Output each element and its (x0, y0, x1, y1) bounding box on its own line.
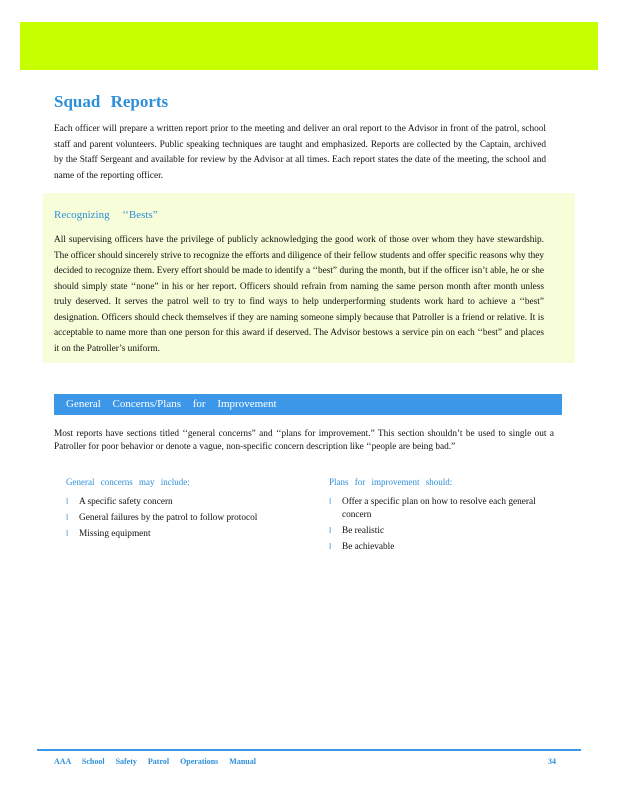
concerns-list-heading: General concerns may include: (66, 477, 190, 487)
recognizing-bests-paragraph: All supervising officers have the privilege of publicly acknowledging the good work of those over whom they have stewardship. The officer should sincerely strive to recognize the efforts and diligence of their fellow students and offer specific reasons why they decided to recognize them. Every effort should be made to identify a ‘‘best” during the month, but if the officer isn’t able, he or she should simply state ‘‘none” in his or her report. Officers should refrain from naming the same person month after month unless truly deserved. It serves the patrol well to try to find ways to help underperforming students work hard to achieve a ‘‘best” designation. Officers should check themselves if they are naming someone simply because that Patroller is a friend or relative. It is acceptable to name more than one person for this award if deserved. The Advisor bestows a service pin on each ‘‘best” and places it on the Patroller’s uniform. (54, 235, 544, 354)
plans-list (329, 496, 539, 557)
footer-divider (37, 749, 581, 751)
list-item: l Offer a specific plan on how to resolve each general concern (329, 497, 536, 520)
bullet-icon: l (66, 529, 69, 538)
squad-reports-heading: Squad Reports (54, 92, 169, 111)
plans-list-heading: Plans for improvement should: (329, 477, 453, 487)
bullet-icon: l (66, 513, 69, 522)
list-item: l A specific safety concern (66, 497, 173, 507)
list-item: l Be realistic (329, 525, 385, 536)
concerns-list (66, 496, 306, 544)
bullet-icon: l (329, 541, 332, 551)
general-concerns-paragraph: Most reports have sections titled ‘‘general concerns” and ‘‘plans for improvement.” This section shouldn’t be used to single out a Patroller for poor behavior or denote a vague, non-specific concern description like ‘‘people are being bad.” (54, 429, 554, 452)
general-concerns-heading: General Concerns/Plans for Improvement (66, 398, 277, 410)
top-color-band (20, 22, 598, 70)
list-item: l General failures by the patrol to follow protocol (66, 513, 258, 523)
footer-manual-title: AAA School Safety Patrol Operations Manual (54, 757, 256, 766)
bullet-icon: l (66, 497, 69, 506)
bullet-icon: l (329, 525, 332, 535)
list-item: l Be achievable (329, 541, 395, 552)
bullet-icon: l (329, 497, 332, 506)
list-item: l Missing equipment (66, 529, 151, 539)
recognizing-bests-heading: Recognizing ‘‘Bests” (54, 209, 158, 221)
page-number: 34 (548, 757, 556, 766)
squad-reports-paragraph: Each officer will prepare a written report prior to the meeting and deliver an oral report to the Advisor in front of the patrol, school staff and parent volunteers. Public speaking techniques are taught and emphasized. Reports are collected by the Captain, archived by the Staff Sergeant and available for review by the Advisor at all times. Each report states the date of the meeting, the school and name of the reporting officer. (54, 124, 546, 181)
